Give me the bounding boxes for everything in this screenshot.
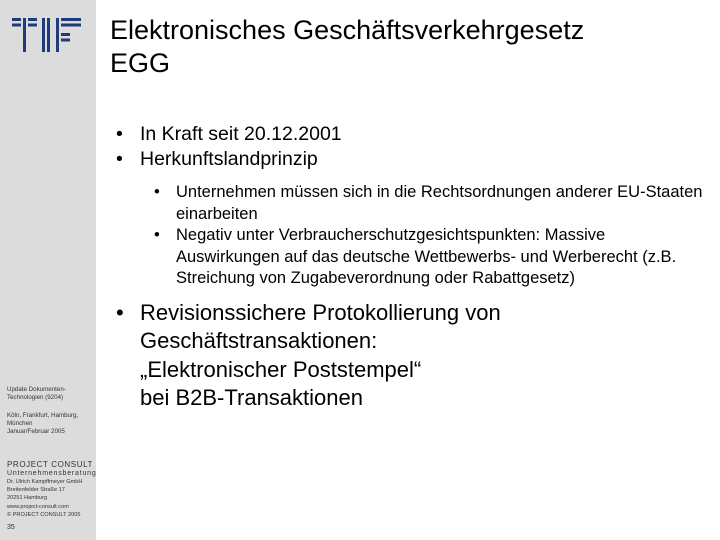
sub-bullet-verbraucherschutz: • Negativ unter Verbraucherschutzgesichtspunkten: Massive Auswirkungen auf das deutsche Wettbewerbs- und Werberecht (z.B. Streichung von Zugabeverordnung oder Rabattgesetz) — [112, 225, 712, 290]
sidebar — [0, 0, 96, 540]
bullet-herkunftslandprinzip: • Herkunftslandprinzip — [112, 147, 712, 172]
sub-bullet-list — [112, 182, 712, 290]
project-consult-logo — [12, 18, 82, 52]
big-bullet-list — [112, 299, 712, 413]
company-address: Dr. Ulrich Kampffmeyer GmbH Breitenfelder Straße 17 20251 Hamburg www.project-consult.com © PROJECT CONSULT 2005 — [7, 479, 83, 518]
brand-name — [7, 460, 95, 477]
sub-bullet-rechtsordnungen: • Unternehmen müssen sich in die Rechtsordnungen anderer EU-Staaten einarbeiten — [112, 182, 712, 225]
brand-title: PROJECT CONSULT — [7, 460, 94, 469]
page-number: 35 — [7, 524, 15, 531]
slide-title: Elektronisches Geschäftsverkehrgesetz EGG — [110, 15, 585, 78]
bullet-in-kraft: • In Kraft seit 20.12.2001 — [112, 122, 712, 147]
event-label: Update Dokumenten- Technologien (9204) — [7, 386, 66, 401]
bullet-list — [112, 122, 712, 172]
slide-content — [112, 122, 712, 413]
brand-subtitle: Unternehmensberatung — [7, 470, 97, 477]
bullet-protokollierung: • Revisionssichere Protokollierung von Geschäftstransaktionen: „Elektronischer Poststempel“ bei B2B-Transaktionen — [112, 299, 712, 413]
locations-label: Köln, Frankfurt, Hamburg, München Januar/Februar 2005 — [7, 412, 79, 435]
